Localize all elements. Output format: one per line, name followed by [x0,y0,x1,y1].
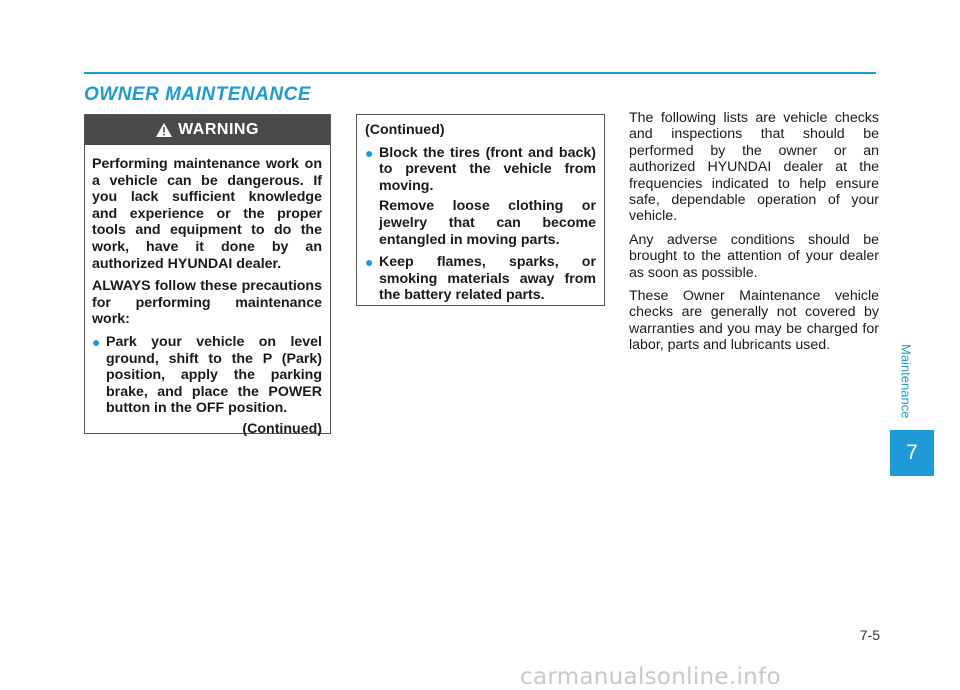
continued-bullet [365,254,596,304]
bullet-icon: ● [365,144,374,161]
warning-bullet [92,334,322,417]
warning-triangle-icon [156,123,172,137]
continued-heading: (Continued) [365,122,445,138]
body-paragraph: The following lists are vehicle checks and inspections that should be performed by the owner or an authorized HYUNDAI dealer at the frequencies indicated to help ensure safe, dependable operation of your vehicle. [629,110,879,225]
section-title: OWNER MAINTENANCE [84,84,311,105]
body-paragraph: These Owner Maintenance vehicle checks are generally not covered by warranties and you may be charged for labor, parts and lubricants used. [629,288,879,354]
continued-label: (Continued) [242,420,322,437]
warning-paragraph: Performing maintenance work on a vehicle can be dangerous. If you lack sufficient knowledge and experience or the proper tools and equipment to do the work, have it done by an authorized HYUNDAI dealer. [92,156,322,272]
bullet-icon: ● [92,333,101,350]
side-section-label: Maintenance [898,343,914,419]
warning-body [85,145,330,438]
bullet-text: Block the tires (front and back) to prevent the vehicle from moving. [379,144,596,194]
warning-box [84,114,331,437]
warning-title: WARNING [178,121,259,138]
body-paragraph: Any adverse conditions should be brought to the attention of your dealer as soon as possible. [629,231,879,281]
top-divider [84,72,876,74]
bullet-text: Park your vehicle on level ground, shift to the P (Park) position, apply the parking brake, and place the POWER button in the OFF position. [106,333,322,417]
bullet-subparagraph: Remove loose clothing or jewelry that can become entangled in moving parts. [379,198,596,248]
body-text-column [629,110,879,361]
watermark: carmanualsonline.info [520,664,781,690]
bullet-text: Keep flames, sparks, or smoking materials away from the battery related parts. [379,254,596,304]
warning-header [85,115,330,145]
continued-bullet [365,145,596,195]
continued-warning-box [356,114,605,306]
chapter-tab: 7 [890,430,934,476]
warning-paragraph: ALWAYS follow these precautions for performing maintenance work: [92,278,322,328]
bullet-icon: ● [365,254,374,271]
page-number: 7-5 [859,627,880,643]
